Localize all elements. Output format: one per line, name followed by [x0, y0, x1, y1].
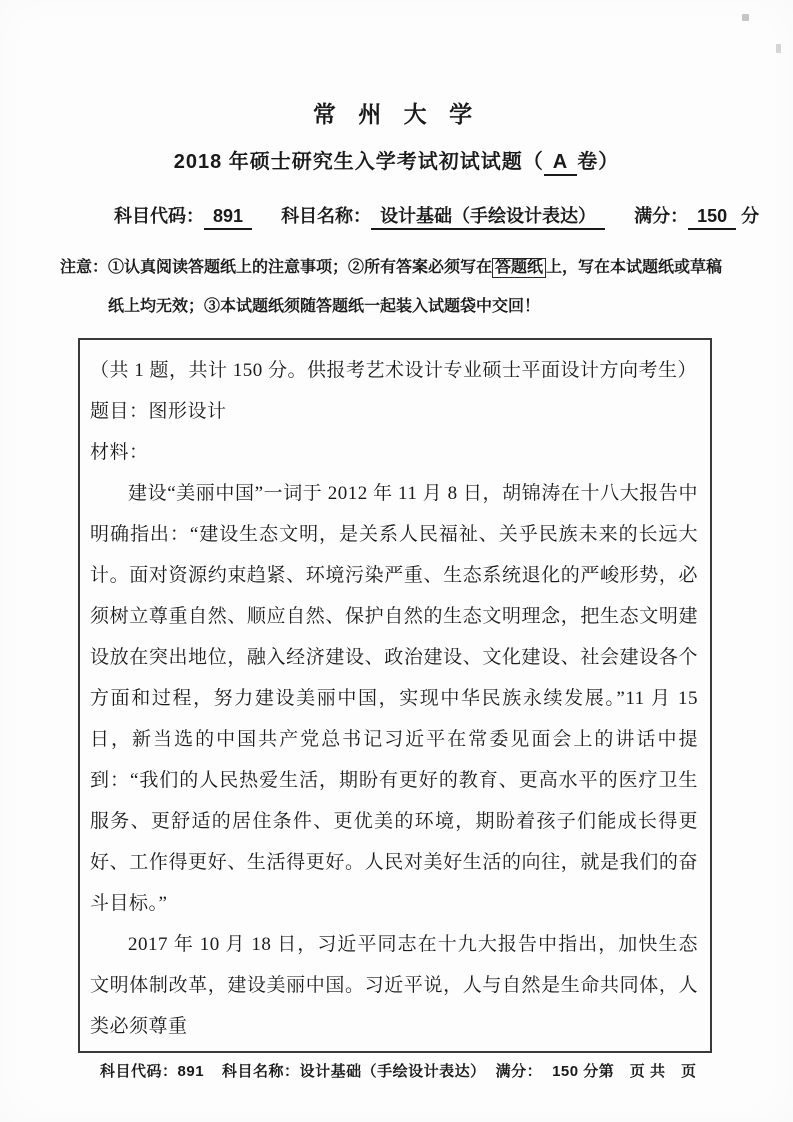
answer-sheet-boxed-term: 答题纸 — [492, 258, 546, 278]
paper-letter: A — [544, 151, 577, 176]
scan-artifact — [776, 44, 781, 53]
notice-lines — [108, 248, 722, 326]
score-value: 150 — [688, 207, 736, 230]
subject-name-label: 科目名称： — [281, 206, 372, 226]
exam-title-suffix: 卷） — [577, 151, 620, 173]
notice-label: 注意： — [60, 258, 109, 276]
footer-code-label: 科目代码： — [100, 1062, 178, 1080]
notice-line-1 — [108, 248, 722, 287]
scan-artifact — [742, 14, 749, 21]
material-paragraph-1: 建设“美丽中国”一词于 2012 年 11 月 8 日，胡锦涛在十八大报告中明确指出：“建设生态文明，是关系人民福祉、关乎民族未来的长远大计。面对资源约束趋紧、环境污染严重、生态系统退化的严峻形势，必须树立尊重自然、顺应自然、保护自然的生态文明理念，把生态文明建设放在突出地位，融入经济建设、政治建设、文化建设、社会建设各个方面和过程，努力建设美丽中国，实现中华民族永续发展。”11 月 15 日，新当选的中国共产党总书记习近平在常委见面会上的讲话中提到：“我们的人民热爱生活，期盼有更好的教育、更高水平的医疗卫生服务、更舒适的居住条件、更优美的环境，期盼着孩子们能成长得更好、工作得更好、生活得更好。人民对美好生活的向往，就是我们的奋斗目标。” — [90, 482, 698, 914]
footer-name-value: 设计基础（手绘设计表达） — [299, 1062, 486, 1080]
subject-code — [114, 206, 252, 226]
footer-score-label: 满分： — [495, 1062, 543, 1080]
subject-score — [634, 206, 759, 226]
material-paragraph-2: 2017 年 10 月 18 日，习近平同志在十九大报告中指出，加快生态文明体制改革，建设美丽中国。习近平说，人与自然是生命共同体，人类必须尊重 — [90, 933, 698, 1037]
footer-page-suffix: 分第 页 共 页 — [583, 1062, 697, 1080]
question-title: 题目：图形设计 — [90, 400, 227, 422]
exam-title — [0, 145, 793, 176]
score-label: 满分： — [634, 206, 689, 226]
footer-code-value: 891 — [177, 1062, 205, 1080]
subject-code-value: 891 — [204, 207, 252, 230]
notice-line-2: 纸上均无效；③本试题纸须随答题纸一起装入试题袋中交回！ — [108, 297, 541, 315]
subject-code-label: 科目代码： — [114, 206, 204, 226]
subject-name — [281, 206, 605, 226]
notice-line1-part1: ①认真阅读答题纸上的注意事项；②所有答案必须写在 — [108, 258, 493, 276]
footer-name-label: 科目名称： — [222, 1062, 300, 1080]
material-label: 材料： — [90, 441, 149, 463]
question-box — [78, 338, 712, 1053]
notice-line1-part2: 上，写在本试题纸或草稿 — [546, 258, 723, 276]
question-box-header: （共 1 题，共计 150 分。供报考艺术设计专业硕士平面设计方向考生） — [90, 359, 698, 381]
university-title: 常 州 大 学 — [312, 101, 481, 127]
subject-name-value: 设计基础（手绘设计表达） — [371, 207, 605, 230]
exam-title-prefix: 2018 年硕士研究生入学考试初试试题（ — [173, 151, 544, 173]
footer-score-value: 150 — [552, 1062, 579, 1080]
subject-line — [114, 202, 793, 230]
notice-block — [60, 248, 750, 326]
score-unit: 分 — [741, 206, 760, 226]
page-footer — [100, 1060, 793, 1081]
